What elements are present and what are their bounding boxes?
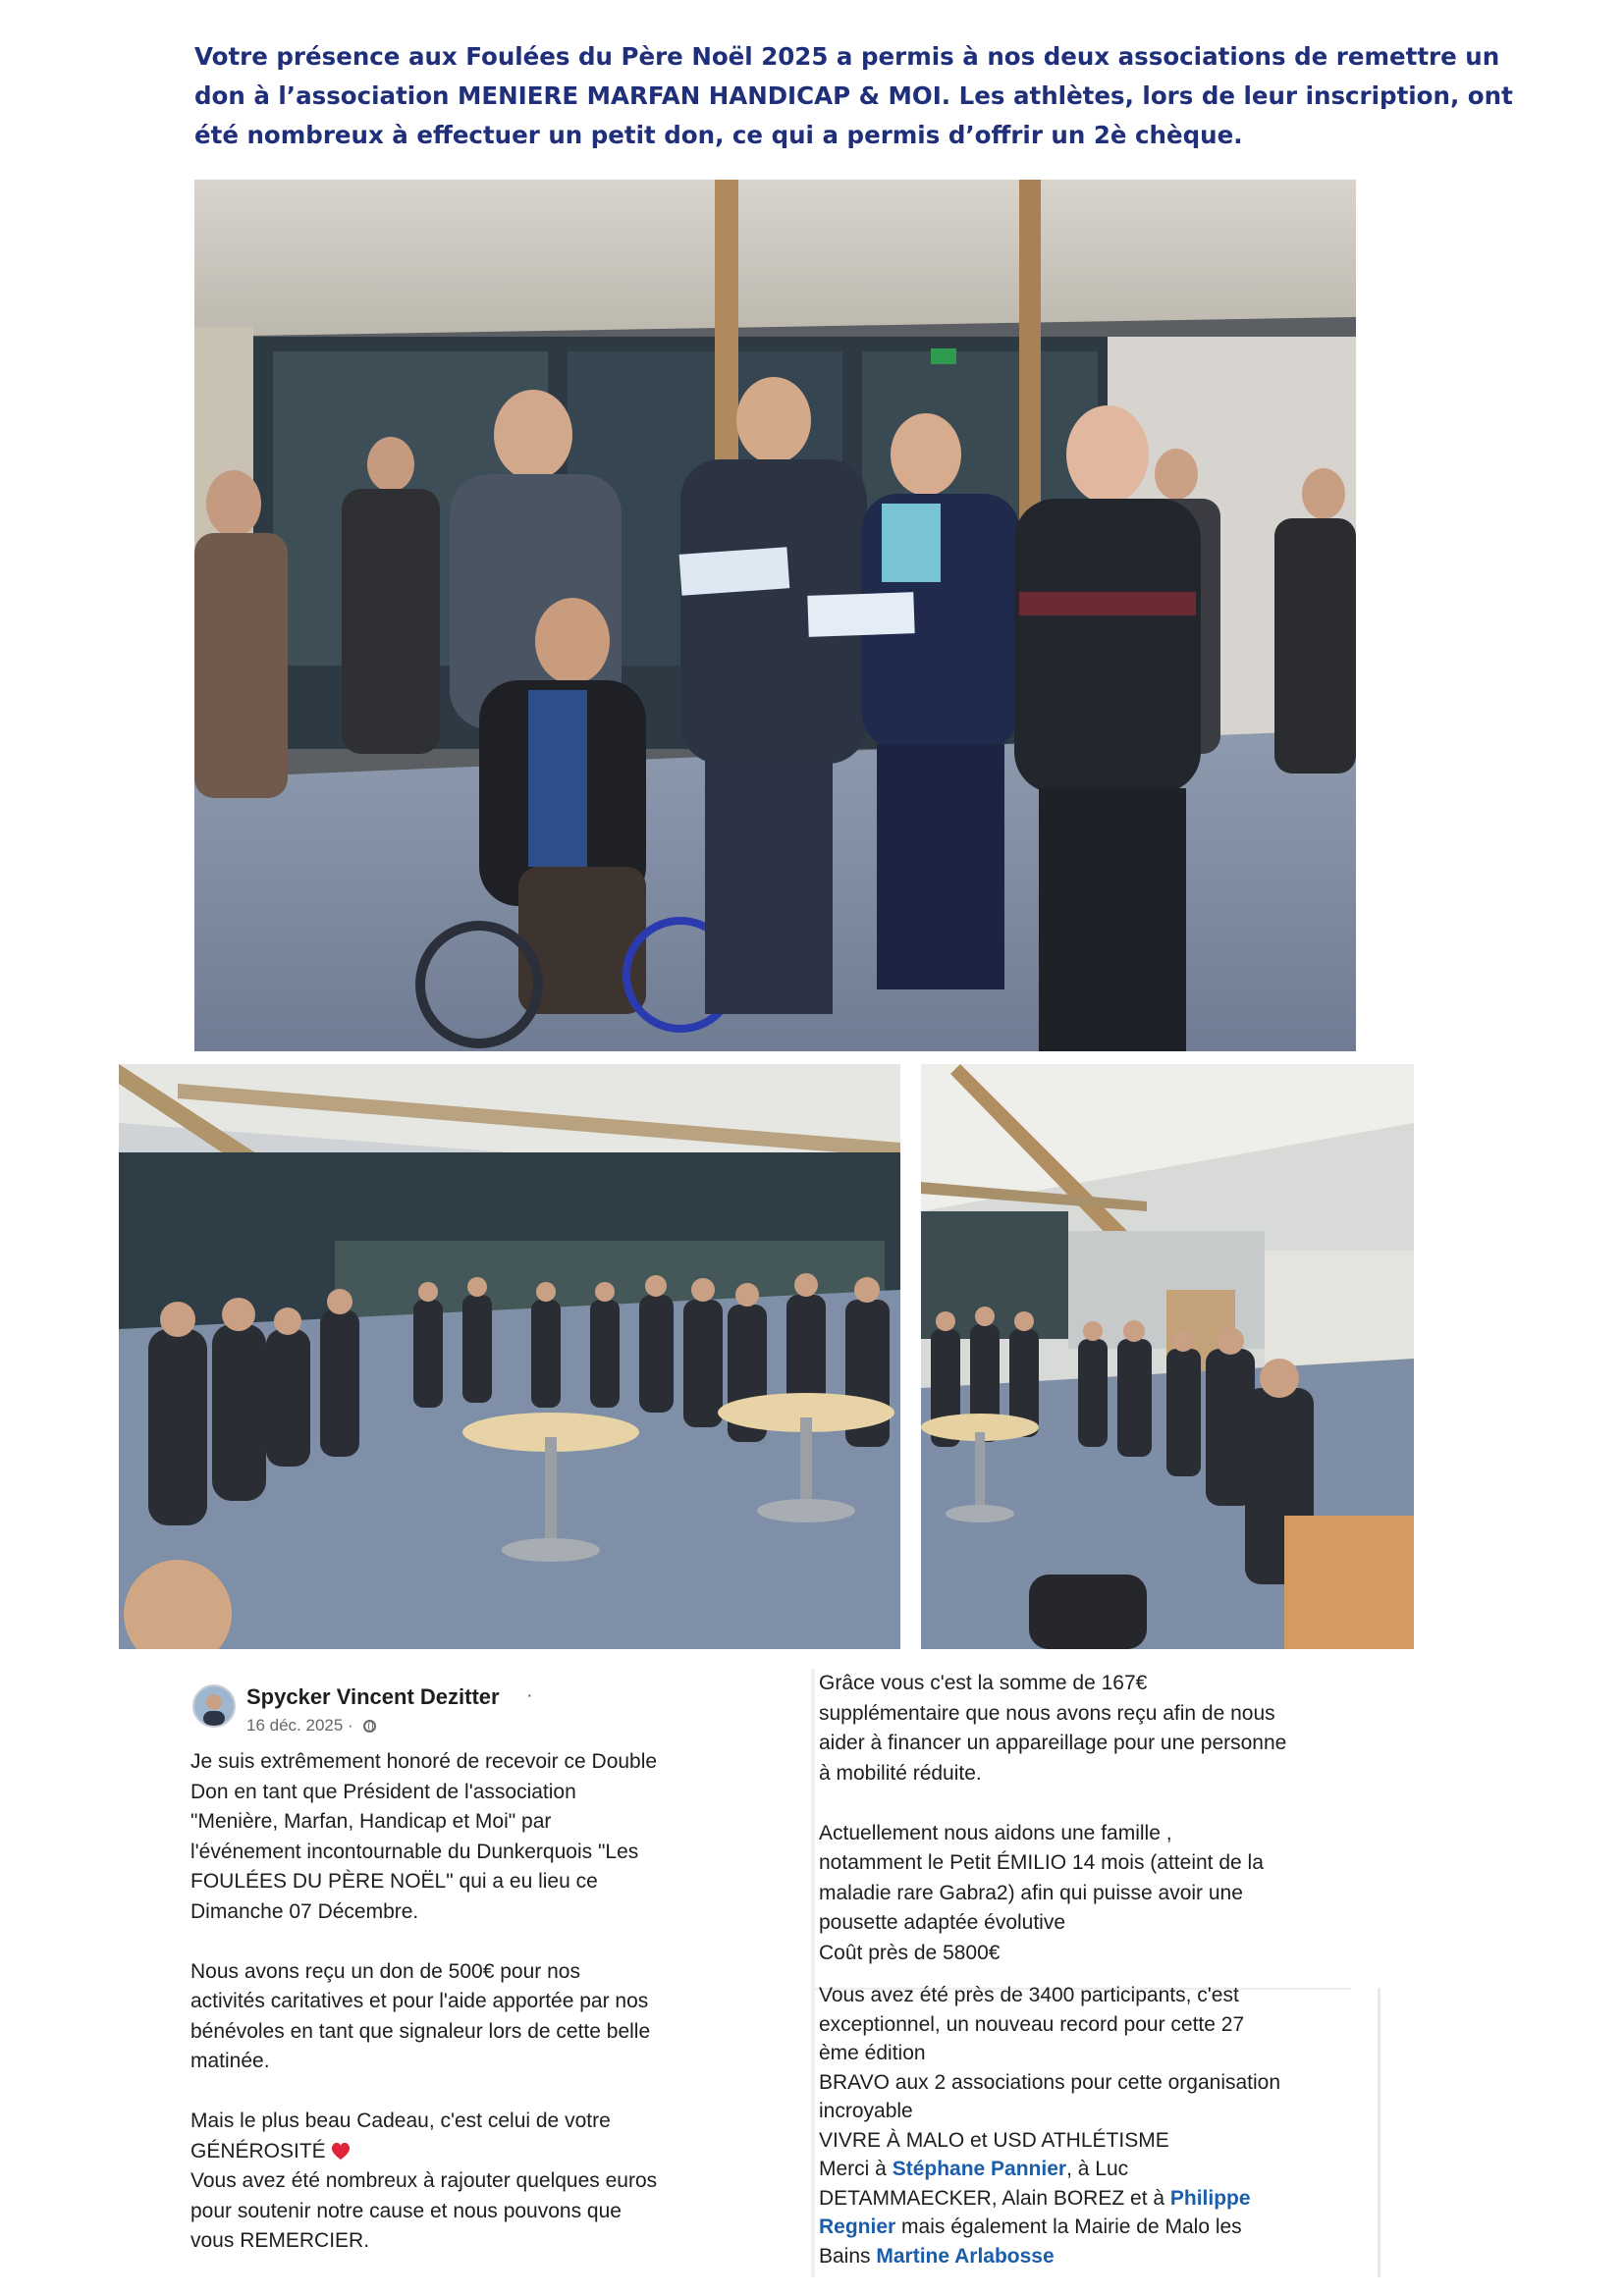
post-line: Vous avez été près de 3400 participants, c'est: [819, 1984, 1239, 2006]
post-date[interactable]: 16 déc. 2025: [246, 1716, 344, 1735]
post-line: vous REMERCIER.: [190, 2229, 370, 2252]
post-line: GÉNÉROSITÉ: [190, 2137, 740, 2167]
post-line: aider à financer un appareillage pour une personne: [819, 1732, 1287, 1754]
post-meta: 16 déc. 2025 ·: [246, 1716, 376, 1735]
post-body-continued: [819, 1669, 1369, 1968]
mention-link[interactable]: Philippe: [1169, 2186, 1251, 2210]
mention-link[interactable]: Stéphane Pannier: [892, 2158, 1067, 2180]
red-heart-icon: [330, 2141, 352, 2161]
post-line: Coût près de 5800€: [819, 1941, 1001, 1964]
post-line: DETAMMAECKER, Alain BOREZ et à Philippe: [819, 2186, 1251, 2210]
post-line: "Menière, Marfan, Handicap et Moi" par: [190, 1810, 552, 1833]
public-globe-icon: [363, 1720, 376, 1733]
intro-paragraph: [194, 37, 1513, 155]
post-line: VIVRE À MALO et USD ATHLÉTISME: [819, 2128, 1169, 2152]
post-line: FOULÉES DU PÈRE NOËL" qui a eu lieu ce: [190, 1870, 598, 1893]
post-body-thanks: [819, 1981, 1369, 2270]
author-avatar[interactable]: [192, 1684, 236, 1728]
post-line: Actuellement nous aidons une famille ,: [819, 1821, 1172, 1844]
post-line: notamment le Petit ÉMILIO 14 mois (atteint de la: [819, 1851, 1264, 1874]
post-body: [190, 1747, 740, 2257]
mention-link[interactable]: Regnier: [819, 2216, 896, 2238]
mention-link[interactable]: Martine Arlabosse: [876, 2244, 1055, 2268]
facebook-post-continued: [811, 1669, 1380, 2277]
post-line: Merci à Stéphane Pannier, à Luc: [819, 2158, 1129, 2180]
post-line: maladie rare Gabra2) afin qui puisse avoir une: [819, 1881, 1243, 1904]
intro-line-1: Votre présence aux Foulées du Père Noël 2025 a permis à nos deux associations de remettre un: [194, 42, 1500, 71]
post-line: Dimanche 07 Décembre.: [190, 1899, 419, 1923]
intro-line-3: été nombreux à effectuer un petit don, ce qui a permis d’offrir un 2è chèque.: [194, 121, 1243, 149]
standing-crowd-photo: [921, 1064, 1414, 1649]
post-line: incroyable: [819, 2100, 913, 2122]
post-line: l'événement incontournable du Dunkerquois "Les: [190, 1840, 639, 1863]
post-line: Bains Martine Arlabosse: [819, 2244, 1055, 2268]
post-header: [192, 1681, 683, 1739]
post-line: Vous avez été nombreux à rajouter quelques euros: [190, 2169, 658, 2192]
post-line: Don en tant que Président de l'association: [190, 1780, 576, 1803]
post-line: bénévoles en tant que signaleur lors de cette belle: [190, 2019, 651, 2043]
post-line: pour soutenir notre cause et nous pouvons que: [190, 2199, 622, 2222]
post-line: supplémentaire que nous avons reçu afin de nous: [819, 1701, 1275, 1725]
post-line: exceptionnel, un nouveau record pour cette 27: [819, 2012, 1245, 2036]
post-line: pousette adaptée évolutive: [819, 1911, 1066, 1934]
post-line: Je suis extrêmement honoré de recevoir ce Double: [190, 1750, 658, 1773]
post-line: ème édition: [819, 2042, 926, 2064]
post-author-name[interactable]: Spycker Vincent Dezitter: [246, 1684, 500, 1709]
post-line: activités caritatives et pour l'aide apportée par nos: [190, 1990, 649, 2012]
post-line: Nous avons reçu un don de 500€ pour nos: [190, 1959, 580, 1983]
audience-room-photo: [119, 1064, 900, 1649]
facebook-post: [183, 1669, 752, 2277]
cheque-presentation-photo: [194, 180, 1356, 1051]
post-line: BRAVO aux 2 associations pour cette organisation: [819, 2070, 1281, 2094]
intro-line-2: don à l’association MENIERE MARFAN HANDICAP & MOI. Les athlètes, lors de leur inscription, ont: [194, 81, 1513, 110]
post-line: Regnier mais également la Mairie de Malo les: [819, 2216, 1242, 2238]
post-line: Mais le plus beau Cadeau, c'est celui de votre: [190, 2109, 611, 2132]
post-line: matinée.: [190, 2050, 270, 2072]
author-separator: ·: [526, 1684, 533, 1706]
post-line: Grâce vous c'est la somme de 167€: [819, 1672, 1148, 1694]
post-line: à mobilité réduite.: [819, 1761, 982, 1785]
